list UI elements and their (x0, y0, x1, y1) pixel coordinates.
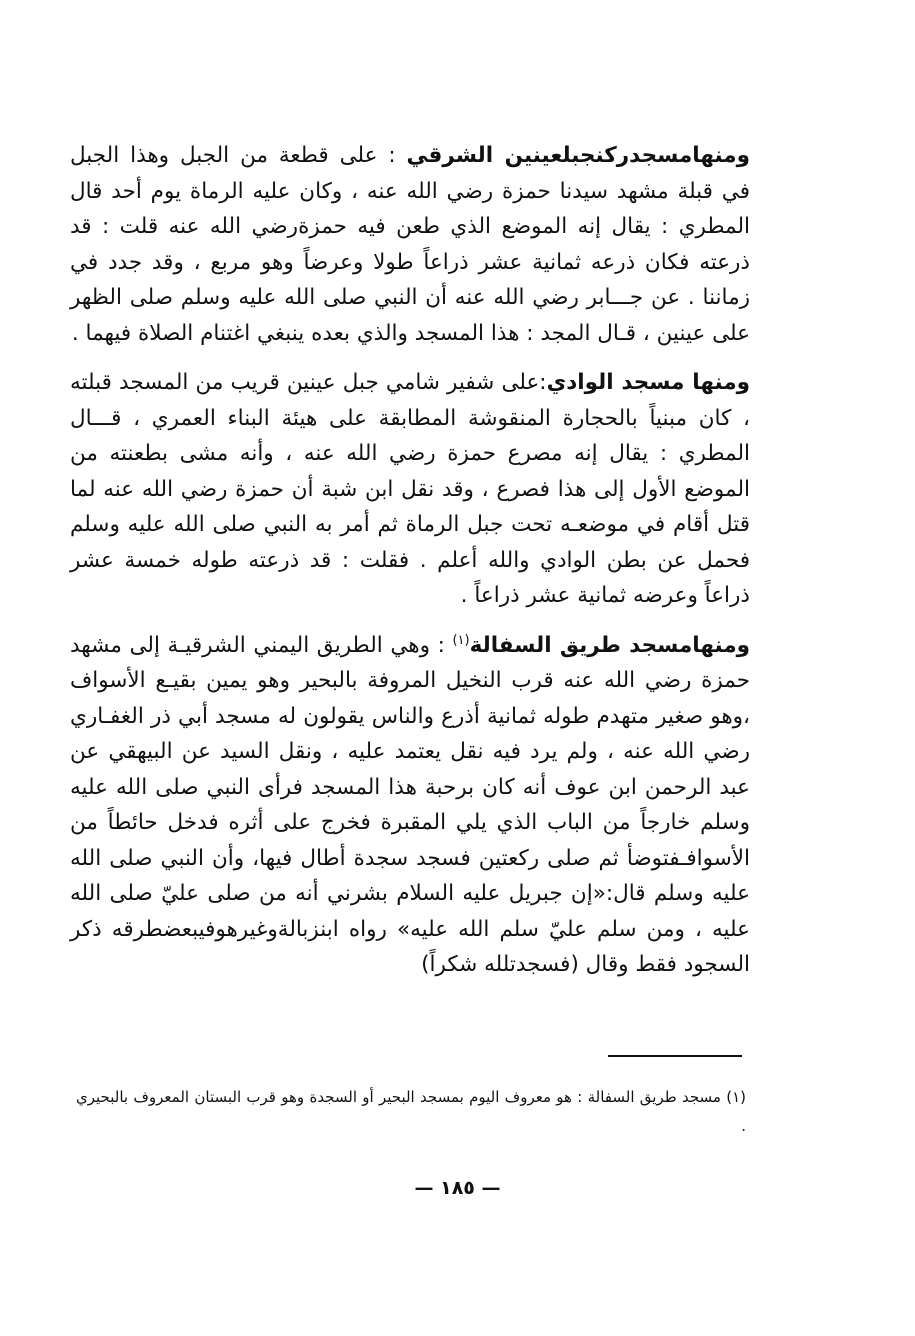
paragraph-mosque-wadi (70, 365, 750, 614)
page-body (70, 138, 750, 983)
footnote: (١) مسجد طريق السفالة : هو معروف اليوم بمسجد البحير أو السجدة وهو قرب البستان المعروف بالبحيري . (76, 1088, 746, 1135)
footnote-marker: (١) (452, 632, 470, 648)
paragraph-heading: ومنهامسجد طريق السفالة (469, 632, 750, 658)
footnote-divider (608, 1055, 742, 1057)
paragraph-heading: ومنها مسجد الوادي (546, 370, 751, 395)
paragraph-heading: ومنهامسجدركنجبلعينين الشرقي (406, 143, 750, 168)
page-number: — ١٨٥ — (414, 1177, 501, 1199)
paragraph-text: :على شفير شامي جبل عينين قريب من المسجد قبلته ، كان مبنياً بالحجارة المنقوشة المطابقة على هيئة البناء العمري ، قـــال المطري : يقال إنه مصرع حمزة رضي الله عنه ، وأنه مشى بطعنته من الموضع الأول إلى هذا فصرع ، وقد نقل ابن شبة أن حمزة رضي الله عنه لما قتل أقام في موضعـه تحت جبل الرماة ثم أمر به النبي صلى الله عليه وسلم فحمل عن بطن الوادي والله أعلم . فقلت : قد ذرعته طوله خمسة عشر ذراعاً وعرضه ثمانية عشر ذراعاً . (70, 370, 750, 608)
paragraph-mosque-ainain (70, 138, 750, 351)
paragraph-mosque-safala (70, 628, 750, 983)
paragraph-text: : على قطعة من الجبل وهذا الجبل في قبلة مشهد سيدنا حمزة رضي الله عنه ، وكان عليه الرماة يوم أحد قال المطري : يقال إنه الموضع الذي طعن فيه حمزةرضي الله عنه قلت : قد ذرعته فكان ذرعه ثمانية عشر ذراعاً طولا وعرضاً وهو مربع ، وقد جدد في زماننا . عن جـــابر رضي الله عنه أن النبي صلى الله عليه وسلم صلى الظهر على عينين ، قـال المجد : هذا المسجد والذي بعده ينبغي اغتنام الصلاة فيهما . (70, 143, 750, 346)
paragraph-text: : وهي الطريق اليمني الشرقيـة إلى مشهد حمزة رضي الله عنه قرب النخيل المروفة بالبحير وهو يمين بقيـع الأسواف ،وهو صغير متهدم طوله ثمانية أذرع والناس يقولون له مسجد أبي ذر الغفـاري رضي الله عنه ، ولم يرد فيه نقل يعتمد عليه ، ونقل السيد عن البيهقي عن عبد الرحمن ابن عوف أنه كان برحبة هذا المسجد فرأى النبي صلى الله عليه وسلم خارجاً من الباب الذي يلي المقبرة فخرج على أثره فدخل حائطاً من الأسوافـفتوضأ ثم صلى ركعتين فسجد سجدة أطال فيها، وأن النبي صلى الله عليه وسلم قال:«إن جبريل عليه السلام بشرني أنه من صلى عليّ صلى الله عليه ، ومن سلم عليّ سلم الله عليه» رواه ابنزبالةوغيرهوفيبعضطرقه ذكر السجود فقط وقال (فسجدتلله شكراً) (70, 632, 750, 977)
